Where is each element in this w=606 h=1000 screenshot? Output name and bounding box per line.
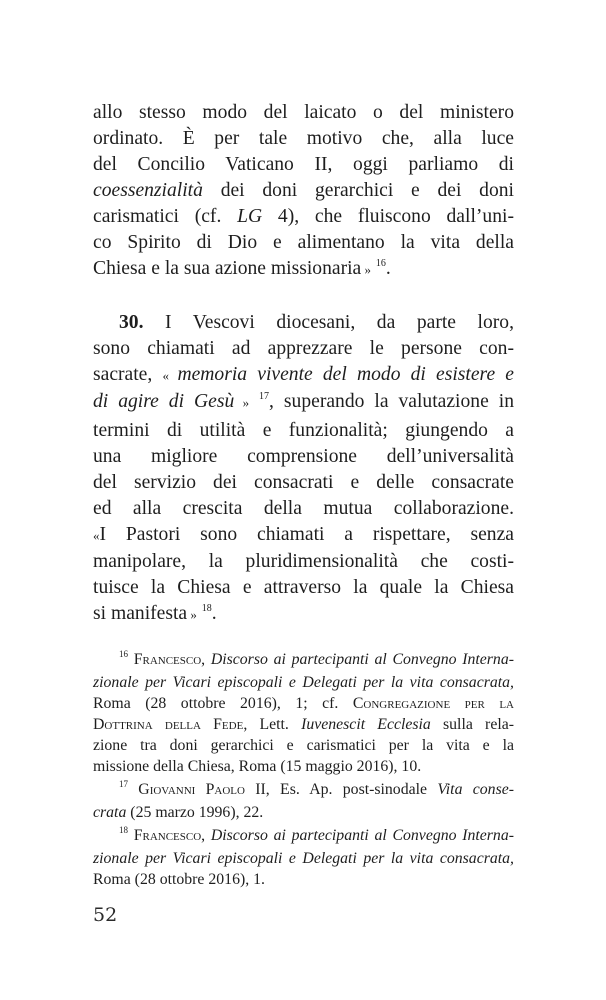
text-line: missione della Chiesa, Roma (15 maggio 2016), 10. bbox=[93, 758, 422, 775]
text-line: co Spirito di Dio e alimentano la vita della bbox=[93, 232, 514, 253]
text-line: sono chiamati ad apprezzare le persone con- bbox=[93, 338, 514, 359]
text-line: allo stesso modo del laicato o del ministero bbox=[93, 102, 514, 123]
footnote-ref-16[interactable]: 16 bbox=[375, 258, 386, 269]
text-line: una migliore comprensione dell’universalità bbox=[93, 446, 514, 467]
text-line: ordinato. È per tale motivo che, alla luce bbox=[93, 128, 514, 149]
text-span: (25 marzo 1996), 22. bbox=[126, 804, 264, 821]
text-line bbox=[93, 256, 514, 285]
text-line: del Concilio Vaticano II, oggi parliamo di bbox=[93, 154, 514, 175]
text-span: dei doni gerarchici e dei doni bbox=[202, 180, 514, 201]
text-line: zione tra doni gerarchici e carismatici per la vita e la bbox=[93, 737, 514, 754]
footnote-ref-18[interactable]: 18 bbox=[201, 603, 212, 614]
paragraph-continued bbox=[93, 100, 514, 285]
text-line bbox=[93, 601, 514, 630]
footnote-18 bbox=[93, 825, 514, 890]
text-line bbox=[93, 204, 514, 230]
italic-title: Vita conse- bbox=[437, 781, 514, 798]
italic-title: Discorso ai partecipanti al Convegno Interna- bbox=[210, 827, 514, 844]
text-span: si manifesta bbox=[93, 603, 188, 624]
text-span: , Lett. bbox=[243, 716, 302, 733]
text-line bbox=[93, 672, 514, 693]
text-span: , superando la valutazione in bbox=[269, 391, 514, 412]
text-line: Roma (28 ottobre 2016), 1. bbox=[93, 871, 265, 888]
italic-quote: di agire di Gesù bbox=[93, 391, 235, 412]
italic-term: coessenzialità bbox=[93, 180, 203, 201]
footnote-number: 18 bbox=[119, 825, 128, 835]
text-line bbox=[93, 693, 514, 714]
text-span: sulla rela- bbox=[430, 716, 514, 733]
italic-title: zionale per Vicari episcopali e Delegati per la vita consacrata, bbox=[93, 850, 514, 867]
text-line bbox=[93, 389, 514, 418]
closing-guillemet: » bbox=[187, 607, 197, 622]
text-line bbox=[93, 848, 514, 869]
italic-quote: memoria vivente del modo di esistere e bbox=[177, 364, 514, 385]
text-span: carismatici (cf. bbox=[93, 206, 238, 227]
footnote-16 bbox=[93, 649, 514, 777]
text-span: . bbox=[385, 258, 391, 279]
text-line bbox=[93, 178, 514, 204]
footnote-author: Giovanni Paolo II bbox=[138, 781, 266, 798]
footnote-ref-17[interactable]: 17 bbox=[259, 391, 270, 402]
text-span: 4), che fluiscono dall’uni- bbox=[262, 206, 514, 227]
italic-title: zionale per Vicari episcopali e Delegati per la vita consacrata, bbox=[93, 674, 514, 691]
text-line: ed alla crescita della mutua collaborazione. bbox=[93, 498, 514, 519]
opening-guillemet: « bbox=[93, 528, 100, 543]
text-span: I Vescovi diocesani, da parte loro, bbox=[143, 312, 514, 333]
text-line: del servizio dei consacrati e delle consacrate bbox=[93, 472, 514, 493]
text-line: termini di utilità e funzionalità; giungendo a bbox=[93, 420, 514, 441]
paragraph-number: 30. bbox=[119, 312, 144, 333]
text-line bbox=[93, 362, 514, 389]
closing-guillemet: » bbox=[234, 395, 250, 410]
text-line: $^{16}$ Francesco, Discorso ai partecipanti al Convegno Interna- bbox=[119, 649, 514, 668]
page-number: 52 bbox=[93, 904, 118, 926]
paragraph-30 bbox=[93, 310, 514, 630]
footnote-author: Francesco bbox=[133, 651, 202, 668]
text-line bbox=[93, 779, 514, 802]
text-span: sacrate, bbox=[93, 364, 163, 385]
italic-title: crata bbox=[93, 804, 127, 821]
text-span: Chiesa e la sua azione missionaria bbox=[93, 258, 362, 279]
text-span: . bbox=[211, 603, 217, 624]
text-span: I Pastori sono chiamati a rispettare, senza bbox=[99, 524, 514, 545]
text-span: Roma (28 ottobre 2016), 1; cf. bbox=[93, 695, 353, 712]
small-caps-name: Dottrina della Fede bbox=[93, 716, 244, 733]
footnote-number: 17 bbox=[119, 779, 128, 789]
footnote-17 bbox=[93, 779, 514, 823]
text-line: $^{18}$ Francesco, Discorso ai partecipanti al Convegno Interna- bbox=[119, 825, 514, 844]
page-body bbox=[93, 100, 514, 892]
italic-title: Iuvenescit Ecclesia bbox=[301, 716, 431, 733]
text-line: manipolare, la pluridimensionalità che costi- bbox=[93, 551, 514, 572]
text-line bbox=[93, 802, 514, 823]
text-line bbox=[93, 714, 514, 735]
text-line: tuisce la Chiesa e attraverso la quale la Chiesa bbox=[93, 577, 514, 598]
text-span: , Es. Ap. post-sinodale bbox=[265, 781, 438, 798]
italic-title: Discorso ai partecipanti al Convegno Interna- bbox=[210, 651, 514, 668]
footnotes bbox=[93, 649, 514, 890]
text-line bbox=[93, 310, 514, 336]
text-line bbox=[93, 522, 514, 549]
footnote-author: Francesco bbox=[133, 827, 202, 844]
small-caps-name: Congregazione per la bbox=[352, 695, 514, 712]
italic-abbrev: LG bbox=[237, 206, 263, 227]
footnote-number: 16 bbox=[119, 649, 128, 659]
opening-guillemet: « bbox=[162, 368, 178, 383]
closing-guillemet: » bbox=[361, 262, 371, 277]
